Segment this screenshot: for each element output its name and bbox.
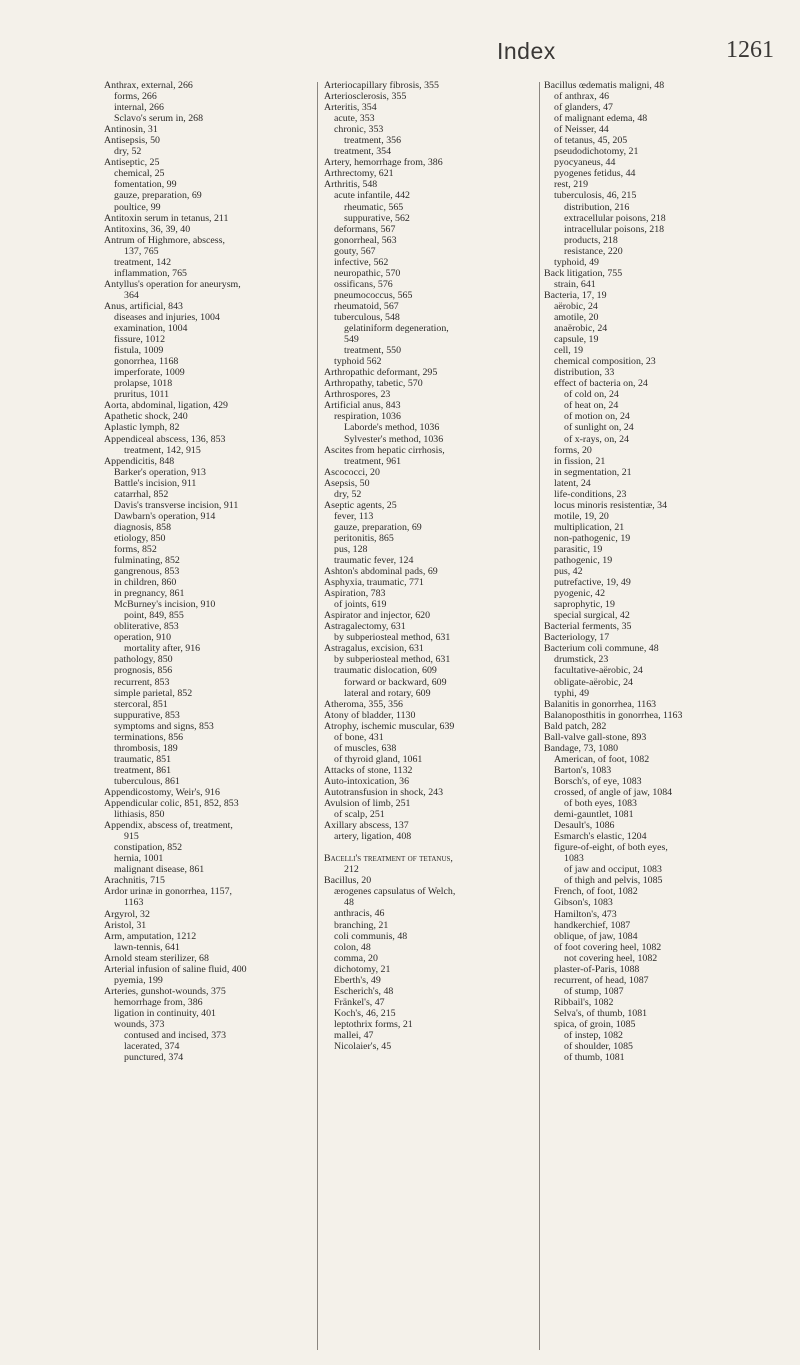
index-entry: of sunlight on, 24 bbox=[564, 422, 634, 434]
index-entry: 48 bbox=[344, 897, 354, 909]
index-entry: chemical, 25 bbox=[114, 168, 165, 180]
index-entry: Aseptic agents, 25 bbox=[324, 499, 397, 511]
index-entry: gelatiniform degeneration, bbox=[344, 323, 449, 335]
index-entry: Antisepsis, 50 bbox=[104, 135, 160, 147]
index-entry: hernia, 1001 bbox=[114, 853, 164, 865]
index-entry: intracellular poisons, 218 bbox=[564, 223, 665, 235]
index-entry: of instep, 1082 bbox=[564, 1030, 623, 1042]
index-entry: pathogenic, 19 bbox=[554, 555, 613, 567]
index-entry: saprophytic, 19 bbox=[554, 599, 615, 611]
index-entry: treatment, 356 bbox=[344, 135, 402, 147]
index-entry: traumatic, 851 bbox=[114, 753, 172, 765]
index-entry: capsule, 19 bbox=[554, 334, 599, 346]
index-entry: Gibson's, 1083 bbox=[554, 897, 613, 909]
index-entry: special surgical, 42 bbox=[554, 610, 630, 622]
index-entry: Eberth's, 49 bbox=[334, 974, 381, 986]
index-entry: Arthrectomy, 621 bbox=[324, 168, 394, 180]
index-entry: 915 bbox=[124, 831, 139, 843]
index-entry: Argyrol, 32 bbox=[104, 908, 150, 920]
index-entry: of thumb, 1081 bbox=[564, 1052, 625, 1064]
index-entry: forms, 266 bbox=[114, 91, 157, 103]
index-entry: of x-rays, on, 24 bbox=[564, 433, 629, 445]
page-header bbox=[0, 38, 800, 68]
index-entry: Bacteria, 17, 19 bbox=[544, 289, 607, 301]
index-entry: of Neisser, 44 bbox=[554, 124, 609, 136]
index-entry: obligate-aërobic, 24 bbox=[554, 676, 633, 688]
index-entry: Arthritis, 548 bbox=[324, 179, 378, 191]
index-entry: Axillary abscess, 137 bbox=[324, 820, 409, 832]
index-entry: of shoulder, 1085 bbox=[564, 1041, 633, 1053]
index-entry: operation, 910 bbox=[114, 632, 172, 644]
index-entry: demi-gauntlet, 1081 bbox=[554, 809, 634, 821]
index-entry: pyogenes fetidus, 44 bbox=[554, 168, 636, 180]
index-entry: Auto-intoxication, 36 bbox=[324, 775, 410, 787]
index-entry: Apathetic shock, 240 bbox=[104, 411, 188, 423]
index-entry: forward or backward, 609 bbox=[344, 676, 447, 688]
index-entry: recurrent, 853 bbox=[114, 676, 170, 688]
index-entry: leptothrix forms, 21 bbox=[334, 1018, 413, 1030]
index-entry: mortality after, 916 bbox=[124, 643, 201, 655]
index-entry: acute, 353 bbox=[334, 113, 375, 125]
index-entry: strain, 641 bbox=[554, 278, 596, 290]
index-entry: Escherich's, 48 bbox=[334, 985, 394, 997]
index-entry: pyogenic, 42 bbox=[554, 588, 606, 600]
index-entry: Bandage, 73, 1080 bbox=[544, 742, 619, 754]
index-entry: plaster-of-Paris, 1088 bbox=[554, 963, 640, 975]
index-entry: rheumatic, 565 bbox=[344, 201, 404, 213]
index-entry: pathology, 850 bbox=[114, 654, 173, 666]
index-entry: of foot covering heel, 1082 bbox=[554, 941, 662, 953]
index-entry: thrombosis, 189 bbox=[114, 742, 178, 754]
index-entry: chronic, 353 bbox=[334, 124, 384, 136]
index-entry: parasitic, 19 bbox=[554, 543, 603, 555]
index-entry: pyocyaneus, 44 bbox=[554, 157, 616, 169]
index-column-2 bbox=[324, 80, 539, 1052]
index-entry: typhi, 49 bbox=[554, 687, 590, 699]
index-entry: suppurative, 562 bbox=[344, 212, 410, 224]
index-entry: gauze, preparation, 69 bbox=[114, 190, 202, 202]
index-entry: anthracis, 46 bbox=[334, 908, 385, 920]
index-entry: Esmarch's elastic, 1204 bbox=[554, 831, 647, 843]
index-entry: Aorta, abdominal, ligation, 429 bbox=[104, 400, 228, 412]
index-entry: in children, 860 bbox=[114, 577, 177, 589]
index-entry: treatment, 142, 915 bbox=[124, 444, 201, 456]
index-entry: Balanitis in gonorrhea, 1163 bbox=[544, 698, 657, 710]
index-entry: Ashton's abdominal pads, 69 bbox=[324, 566, 438, 578]
index-entry: artery, ligation, 408 bbox=[334, 831, 412, 843]
index-entry: lacerated, 374 bbox=[124, 1041, 180, 1053]
index-entry: facultative-aërobic, 24 bbox=[554, 665, 643, 677]
index-entry: 137, 765 bbox=[124, 245, 159, 257]
index-entry: fomentation, 99 bbox=[114, 179, 177, 191]
page-number: 1261 bbox=[726, 37, 774, 63]
index-entry: gonorrhea, 1168 bbox=[114, 356, 179, 368]
index-entry: Ascococci, 20 bbox=[324, 466, 380, 478]
index-entry: Artificial anus, 843 bbox=[324, 400, 401, 412]
index-entry: Borsch's, of eye, 1083 bbox=[554, 775, 642, 787]
index-entry: fulminating, 852 bbox=[114, 555, 180, 567]
index-entry: Aplastic lymph, 82 bbox=[104, 422, 180, 434]
index-entry: rheumatoid, 567 bbox=[334, 300, 399, 312]
index-entry: obliterative, 853 bbox=[114, 621, 179, 633]
index-entry: crossed, of angle of jaw, 1084 bbox=[554, 787, 673, 798]
index-entry: Antinosin, 31 bbox=[104, 124, 158, 136]
index-entry: pyemia, 199 bbox=[114, 974, 163, 986]
index-entry: by subperiosteal method, 631 bbox=[334, 632, 451, 644]
index-entry: Aspiration, 783 bbox=[324, 588, 386, 600]
index-entry: simple parietal, 852 bbox=[114, 687, 193, 699]
index-entry: typhoid 562 bbox=[334, 356, 382, 368]
index-entry: tuberculous, 861 bbox=[114, 775, 180, 787]
index-entry: comma, 20 bbox=[334, 952, 378, 964]
index-entry: deformans, 567 bbox=[334, 223, 396, 235]
index-entry: Arterial infusion of saline fluid, 400 bbox=[104, 963, 247, 975]
index-entry: recurrent, of head, 1087 bbox=[554, 974, 649, 986]
index-entry: Avulsion of limb, 251 bbox=[324, 798, 411, 810]
index-entry: in segmentation, 21 bbox=[554, 466, 632, 478]
index-entry: American, of foot, 1082 bbox=[554, 753, 650, 765]
index-entry: Arthropathic deformant, 295 bbox=[324, 367, 438, 379]
index-entry: treatment, 961 bbox=[344, 455, 402, 467]
index-entry: fistula, 1009 bbox=[114, 345, 164, 357]
index-entry: 549 bbox=[344, 334, 359, 346]
index-entry: Arachnitis, 715 bbox=[104, 875, 165, 887]
index-entry: Sylvester's method, 1036 bbox=[344, 433, 444, 445]
index-entry: inflammation, 765 bbox=[114, 267, 187, 279]
index-entry: of thyroid gland, 1061 bbox=[334, 753, 423, 765]
index-entry: of stump, 1087 bbox=[564, 985, 624, 997]
index-entry: Bacillus œdematis maligni, 48 bbox=[544, 80, 665, 91]
index-entry: Antyllus's operation for aneurysm, bbox=[104, 278, 241, 290]
index-entry: typhoid, 49 bbox=[554, 256, 599, 268]
index-entry: Bacterial ferments, 35 bbox=[544, 621, 632, 633]
index-entry: cell, 19 bbox=[554, 345, 584, 357]
index-entry: wounds, 373 bbox=[114, 1018, 165, 1030]
index-entry: internal, 266 bbox=[114, 102, 164, 114]
page-title: Index bbox=[497, 38, 556, 64]
index-entry: of glanders, 47 bbox=[554, 102, 613, 114]
index-entry: motile, 19, 20 bbox=[554, 510, 609, 522]
index-entry: Nicolaier's, 45 bbox=[334, 1041, 392, 1053]
index-entry bbox=[324, 842, 539, 853]
index-entry: Dawbarn's operation, 914 bbox=[114, 510, 216, 522]
index-entry: Hamilton's, 473 bbox=[554, 908, 617, 920]
index-entry: Antitoxin serum in tetanus, 211 bbox=[104, 212, 229, 224]
index-entry: gauze, preparation, 69 bbox=[334, 521, 422, 533]
index-entry: life-conditions, 23 bbox=[554, 488, 627, 500]
index-entry: distribution, 33 bbox=[554, 367, 615, 379]
index-entry: Anthrax, external, 266 bbox=[104, 80, 193, 91]
index-entry: pruritus, 1011 bbox=[114, 389, 170, 401]
index-entry: Astragalectomy, 631 bbox=[324, 621, 406, 633]
index-entry: Koch's, 46, 215 bbox=[334, 1007, 396, 1019]
index-entry: punctured, 374 bbox=[124, 1052, 184, 1064]
index-entry: Atrophy, ischemic muscular, 639 bbox=[324, 720, 455, 732]
index-entry: examination, 1004 bbox=[114, 323, 188, 335]
index-entry: dry, 52 bbox=[334, 488, 362, 500]
index-entry: locus minoris resistentiæ, 34 bbox=[554, 499, 668, 511]
index-entry: fever, 113 bbox=[334, 510, 374, 522]
index-entry: pus, 42 bbox=[554, 566, 583, 578]
index-entry: Ascites from hepatic cirrhosis, bbox=[324, 444, 445, 456]
index-entry: of tetanus, 45, 205 bbox=[554, 135, 628, 147]
index-entry: anaërobic, 24 bbox=[554, 323, 608, 335]
index-entry: Barton's, 1083 bbox=[554, 764, 612, 776]
index-entry: tuberculosis, 46, 215 bbox=[554, 190, 637, 202]
index-entry: Bacterium coli commune, 48 bbox=[544, 643, 659, 655]
index-entry: hemorrhage from, 386 bbox=[114, 996, 203, 1008]
index-entry: Asphyxia, traumatic, 771 bbox=[324, 577, 424, 589]
index-entry: treatment, 142 bbox=[114, 256, 172, 268]
index-entry: dry, 52 bbox=[114, 146, 142, 158]
index-entry: Atony of bladder, 1130 bbox=[324, 709, 416, 721]
index-entry: of malignant edema, 48 bbox=[554, 113, 648, 125]
index-entry: imperforate, 1009 bbox=[114, 367, 185, 379]
index-entry: Antrum of Highmore, abscess, bbox=[104, 234, 225, 246]
index-entry: Appendicitis, 848 bbox=[104, 455, 175, 467]
column-divider bbox=[539, 82, 540, 1350]
index-entry: of bone, 431 bbox=[334, 731, 384, 743]
index-entry: Fränkel's, 47 bbox=[334, 996, 385, 1008]
index-entry: 1163 bbox=[124, 897, 144, 909]
column-divider bbox=[317, 82, 318, 1350]
index-entry: gouty, 567 bbox=[334, 245, 376, 257]
index-entry: 1083 bbox=[564, 853, 584, 865]
index-entry: spica, of groin, 1085 bbox=[554, 1018, 636, 1030]
index-entry: of both eyes, 1083 bbox=[564, 798, 637, 810]
index-entry: Selva's, of thumb, 1081 bbox=[554, 1007, 648, 1019]
index-entry: of thigh and pelvis, 1085 bbox=[564, 875, 663, 887]
index-entry: treatment, 354 bbox=[334, 146, 392, 158]
index-entry: branching, 21 bbox=[334, 919, 389, 931]
index-entry: contused and incised, 373 bbox=[124, 1030, 227, 1042]
index-entry: Artery, hemorrhage from, 386 bbox=[324, 157, 443, 169]
index-entry: Desault's, 1086 bbox=[554, 820, 615, 832]
index-entry: terminations, 856 bbox=[114, 731, 184, 743]
index-entry: of cold on, 24 bbox=[564, 389, 619, 401]
index-entry: dichotomy, 21 bbox=[334, 963, 391, 975]
index-entry: colon, 48 bbox=[334, 941, 371, 953]
index-entry: French, of foot, 1082 bbox=[554, 886, 638, 898]
index-entry: forms, 852 bbox=[114, 543, 157, 555]
index-entry: Back litigation, 755 bbox=[544, 267, 623, 279]
index-entry: gangrenous, 853 bbox=[114, 566, 180, 578]
index-entry: Arteritis, 354 bbox=[324, 102, 377, 114]
index-entry: neuropathic, 570 bbox=[334, 267, 401, 279]
index-entry: treatment, 550 bbox=[344, 345, 402, 357]
index-entry: Arthrospores, 23 bbox=[324, 389, 391, 401]
index-entry: amotile, 20 bbox=[554, 311, 599, 323]
index-entry: forms, 20 bbox=[554, 444, 592, 456]
index-entry: Antiseptic, 25 bbox=[104, 157, 160, 169]
index-entry: Ardor urinæ in gonorrhea, 1157, bbox=[104, 886, 232, 898]
index-entry: ærogenes capsulatus of Welch, bbox=[334, 886, 456, 898]
index-entry: stercoral, 851 bbox=[114, 698, 168, 710]
index-entry: of scalp, 251 bbox=[334, 809, 385, 821]
index-entry: traumatic dislocation, 609 bbox=[334, 665, 437, 677]
index-entry: Sclavo's serum in, 268 bbox=[114, 113, 204, 125]
index-entry: peritonitis, 865 bbox=[334, 532, 394, 544]
index-entry: malignant disease, 861 bbox=[114, 864, 205, 876]
index-entry: of anthrax, 46 bbox=[554, 91, 610, 103]
index-entry: in fission, 21 bbox=[554, 455, 606, 467]
index-entry: Anus, artificial, 843 bbox=[104, 300, 183, 312]
index-entry: infective, 562 bbox=[334, 256, 389, 268]
index-entry: pneumococcus, 565 bbox=[334, 289, 413, 301]
index-entry: lithiasis, 850 bbox=[114, 809, 165, 821]
index-entry: prolapse, 1018 bbox=[114, 378, 173, 390]
index-entry: Ribbail's, 1082 bbox=[554, 996, 614, 1008]
index-entry: figure-of-eight, of both eyes, bbox=[554, 842, 668, 854]
index-entry: mallei, 47 bbox=[334, 1029, 374, 1041]
index-entry: rest, 219 bbox=[554, 179, 589, 191]
index-entry: effect of bacteria on, 24 bbox=[554, 378, 648, 390]
index-entry: tuberculous, 548 bbox=[334, 311, 400, 323]
index-entry: Arteriocapillary fibrosis, 355 bbox=[324, 80, 439, 91]
index-entry: oblique, of jaw, 1084 bbox=[554, 930, 638, 942]
index-entry: Bacillus, 20 bbox=[324, 875, 372, 887]
index-entry: 364 bbox=[124, 289, 139, 301]
index-entry: Balanoposthitis in gonorrhea, 1163 bbox=[544, 709, 683, 721]
index-entry: fissure, 1012 bbox=[114, 334, 166, 346]
index-entry: Appendicostomy, Weir's, 916 bbox=[104, 787, 220, 798]
index-entry: of jaw and occiput, 1083 bbox=[564, 864, 662, 876]
index-entry: Bacelli's treatment of tetanus, bbox=[324, 853, 453, 865]
index-entry: catarrhal, 852 bbox=[114, 488, 169, 500]
index-entry: aërobic, 24 bbox=[554, 300, 598, 312]
index-entry: diseases and injuries, 1004 bbox=[114, 311, 220, 323]
index-entry: Attacks of stone, 1132 bbox=[324, 764, 413, 776]
index-entry: Atheroma, 355, 356 bbox=[324, 698, 403, 710]
index-entry: 212 bbox=[344, 864, 359, 876]
index-entry: ossificans, 576 bbox=[334, 278, 393, 290]
index-entry: putrefactive, 19, 49 bbox=[554, 577, 631, 589]
index-entry: lateral and rotary, 609 bbox=[344, 687, 431, 699]
index-entry: Battle's incision, 911 bbox=[114, 477, 197, 489]
index-entry: Appendicular colic, 851, 852, 853 bbox=[104, 798, 239, 810]
index-entry: gonorrheal, 563 bbox=[334, 234, 397, 246]
index-entry: pseudodichotomy, 21 bbox=[554, 146, 639, 158]
index-entry: poultice, 99 bbox=[114, 201, 161, 213]
index-entry: symptoms and signs, 853 bbox=[114, 720, 214, 732]
index-entry: coli communis, 48 bbox=[334, 930, 408, 942]
index-entry: latent, 24 bbox=[554, 477, 591, 489]
index-entry: suppurative, 853 bbox=[114, 709, 180, 721]
index-entry: Barker's operation, 913 bbox=[114, 466, 206, 478]
index-entry: handkerchief, 1087 bbox=[554, 919, 631, 931]
index-entry: extracellular poisons, 218 bbox=[564, 212, 666, 224]
index-entry: products, 218 bbox=[564, 234, 618, 246]
index-entry: of motion on, 24 bbox=[564, 411, 630, 423]
index-entry: Bald patch, 282 bbox=[544, 720, 607, 732]
index-entry: Bacteriology, 17 bbox=[544, 632, 610, 644]
index-entry: Arnold steam sterilizer, 68 bbox=[104, 952, 209, 964]
index-entry: Antitoxins, 36, 39, 40 bbox=[104, 223, 191, 235]
index-entry: chemical composition, 23 bbox=[554, 356, 656, 368]
index-entry: Astragalus, excision, 631 bbox=[324, 643, 424, 655]
index-entry: Asepsis, 50 bbox=[324, 477, 370, 489]
index-entry: Laborde's method, 1036 bbox=[344, 422, 440, 434]
index-entry: multiplication, 21 bbox=[554, 521, 625, 533]
index-entry: etiology, 850 bbox=[114, 532, 166, 544]
index-entry: treatment, 861 bbox=[114, 764, 172, 776]
index-entry: ligation in continuity, 401 bbox=[114, 1007, 216, 1019]
index-entry: Arteries, gunshot-wounds, 375 bbox=[104, 985, 226, 997]
index-entry: Autotransfusion in shock, 243 bbox=[324, 787, 444, 798]
index-entry: not covering heel, 1082 bbox=[564, 952, 658, 964]
index-entry: point, 849, 855 bbox=[124, 610, 184, 622]
index-entry: diagnosis, 858 bbox=[114, 521, 172, 533]
index-entry: lawn-tennis, 641 bbox=[114, 941, 180, 953]
index-entry: traumatic fever, 124 bbox=[334, 555, 414, 567]
index-entry: by subperiosteal method, 631 bbox=[334, 654, 451, 666]
index-column-3 bbox=[544, 80, 769, 1063]
index-entry: resistance, 220 bbox=[564, 245, 623, 257]
index-entry: Ball-valve gall-stone, 893 bbox=[544, 731, 647, 743]
index-entry: prognosis, 856 bbox=[114, 665, 173, 677]
index-entry: Aristol, 31 bbox=[104, 919, 147, 931]
index-entry: Arthropathy, tabetic, 570 bbox=[324, 378, 423, 390]
index-entry: of heat on, 24 bbox=[564, 400, 619, 412]
index-entry: respiration, 1036 bbox=[334, 411, 401, 423]
index-entry: Appendiceal abscess, 136, 853 bbox=[104, 433, 226, 445]
index-entry: Arteriosclerosis, 355 bbox=[324, 91, 407, 103]
index-entry: McBurney's incision, 910 bbox=[114, 599, 216, 611]
index-entry: pus, 128 bbox=[334, 543, 368, 555]
index-entry: drumstick, 23 bbox=[554, 654, 609, 666]
index-column-1 bbox=[104, 80, 314, 1063]
index-entry: distribution, 216 bbox=[564, 201, 630, 213]
index-entry: Appendix, abscess of, treatment, bbox=[104, 820, 233, 832]
index-entry: non-pathogenic, 19 bbox=[554, 532, 631, 544]
index-entry: in pregnancy, 861 bbox=[114, 588, 185, 600]
index-entry: Davis's transverse incision, 911 bbox=[114, 499, 239, 511]
index-entry: of joints, 619 bbox=[334, 599, 387, 611]
index-entry: constipation, 852 bbox=[114, 842, 183, 854]
index-entry: acute infantile, 442 bbox=[334, 190, 410, 202]
index-entry: of muscles, 638 bbox=[334, 742, 397, 754]
index-entry: Arm, amputation, 1212 bbox=[104, 930, 197, 942]
index-entry: Aspirator and injector, 620 bbox=[324, 610, 431, 622]
